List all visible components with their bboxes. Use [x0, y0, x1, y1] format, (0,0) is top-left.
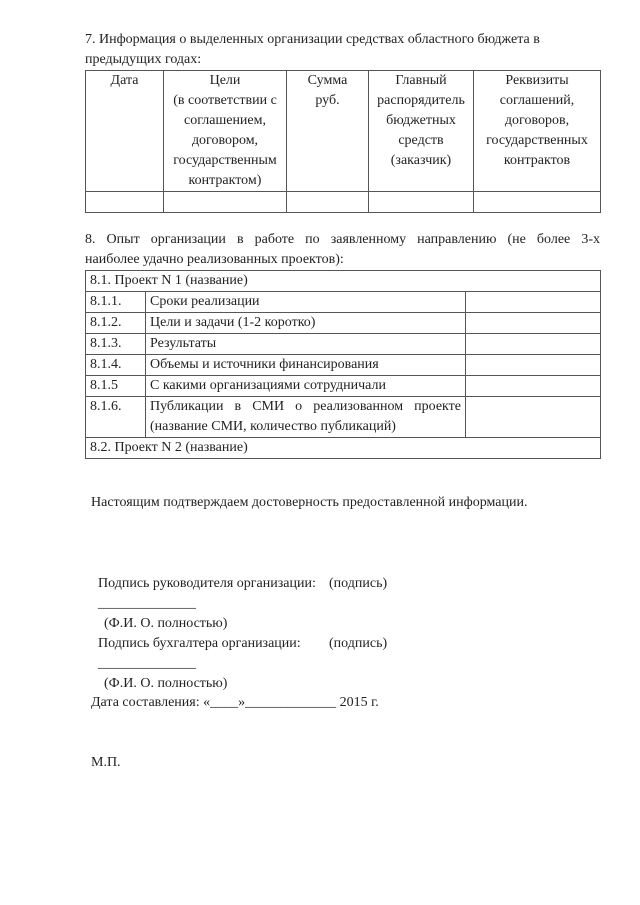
- row-number: 8.1.3.: [86, 334, 146, 355]
- date-quote-close: »: [238, 695, 246, 710]
- table-row: [86, 355, 601, 376]
- accountant-signature-line: [91, 614, 301, 694]
- section-8-heading: [85, 230, 600, 270]
- table-row: [86, 397, 601, 438]
- cell-main-manager[interactable]: [369, 192, 474, 213]
- row-value-cell[interactable]: [466, 376, 601, 397]
- section-8-heading-line2: наиболее удачно реализованных проектов):: [85, 252, 344, 267]
- section-7-heading-line1: 7. Информация о выделенных организации средствах областного бюджета в: [85, 32, 540, 47]
- header-manager-line: (заказчик): [390, 153, 452, 168]
- table-row: [86, 313, 601, 334]
- header-manager-line: Главный: [395, 73, 447, 88]
- table-header-row: [86, 71, 601, 192]
- header-goals: [164, 71, 287, 192]
- row-value-cell[interactable]: [466, 334, 601, 355]
- header-goals-line: Цели: [209, 73, 241, 88]
- stamp-place-label: М.П.: [91, 755, 121, 770]
- row-label: Цели и задачи (1-2 коротко): [146, 313, 466, 334]
- confirmation-text: Настоящим подтверждаем достоверность предоставленной информации.: [91, 495, 528, 510]
- projects-experience-table: [85, 270, 601, 459]
- header-amount-line: руб.: [315, 93, 340, 108]
- project-2-title: 8.2. Проект N 2 (название): [86, 438, 601, 459]
- row-number: 8.1.6.: [86, 397, 146, 438]
- project-1-title: 8.1. Проект N 1 (название): [86, 271, 601, 292]
- header-manager-line: распорядитель: [377, 93, 465, 108]
- header-requisites-line: договоров,: [504, 113, 570, 128]
- head-signature-blank[interactable]: ______________: [98, 596, 196, 611]
- row-value-cell[interactable]: [466, 313, 601, 334]
- cell-date[interactable]: [86, 192, 164, 213]
- row-label: С какими организациями сотрудничали: [146, 376, 466, 397]
- header-amount-line: Сумма: [307, 73, 348, 88]
- cell-goals[interactable]: [164, 192, 287, 213]
- row-number: 8.1.2.: [86, 313, 146, 334]
- date-label: Дата составления:: [91, 695, 200, 710]
- header-requisites: [474, 71, 601, 192]
- row-value-cell[interactable]: [466, 355, 601, 376]
- header-goals-line: соглашением,: [184, 113, 266, 128]
- header-requisites-line: государственных: [486, 133, 588, 148]
- row-label-line1: Публикации в СМИ о реализованном проекте: [150, 399, 461, 414]
- row-label-line2: (название СМИ, количество публикаций): [150, 419, 396, 434]
- header-goals-line: государственным: [173, 153, 277, 168]
- head-fio-label: (Ф.И. О. полностью): [104, 616, 228, 631]
- header-amount: [287, 71, 369, 192]
- row-value-cell[interactable]: [466, 397, 601, 438]
- cell-requisites[interactable]: [474, 192, 601, 213]
- header-requisites-line: Реквизиты: [505, 73, 569, 88]
- accountant-signature-label: Подпись бухгалтера организации:: [98, 636, 301, 651]
- date-year: 2015 г.: [339, 695, 379, 710]
- budget-funds-table: [85, 70, 601, 213]
- cell-amount[interactable]: [287, 192, 369, 213]
- accountant-signature-blank[interactable]: ______________: [98, 656, 196, 671]
- table-row: [86, 376, 601, 397]
- header-goals-line: договором,: [191, 133, 259, 148]
- compilation-date-line: [91, 693, 379, 713]
- row-label: [146, 397, 466, 438]
- header-main-manager: [369, 71, 474, 192]
- head-signature-label: Подпись руководителя организации:: [98, 576, 316, 591]
- section-7-heading-line2: предыдущих годах:: [85, 52, 202, 67]
- date-month-blank[interactable]: _____________: [245, 695, 337, 710]
- header-date: [86, 71, 164, 192]
- section-7-heading: [85, 30, 600, 70]
- header-requisites-line: контрактов: [503, 153, 571, 168]
- table-row: [86, 192, 601, 213]
- table-row: [86, 292, 601, 313]
- project-2-title-row: [86, 438, 601, 459]
- header-manager-line: средств: [398, 133, 444, 148]
- row-number: 8.1.1.: [86, 292, 146, 313]
- header-goals-line: (в соответствии с: [173, 93, 277, 108]
- row-label: Сроки реализации: [146, 292, 466, 313]
- row-label: Результаты: [146, 334, 466, 355]
- row-number: 8.1.4.: [86, 355, 146, 376]
- date-quote-open: «: [203, 695, 211, 710]
- row-number: 8.1.5: [86, 376, 146, 397]
- head-signature-caption: (подпись): [329, 576, 388, 591]
- project-1-title-row: [86, 271, 601, 292]
- accountant-signature-caption: (подпись): [329, 636, 388, 651]
- header-goals-line: контрактом): [188, 173, 262, 188]
- table-row: [86, 334, 601, 355]
- row-value-cell[interactable]: [466, 292, 601, 313]
- section-8-heading-line1: 8. Опыт организации в работе по заявленному направлению (не более 3-х: [85, 232, 600, 247]
- header-date-text: Дата: [110, 73, 139, 88]
- accountant-fio-label: (Ф.И. О. полностью): [104, 676, 228, 691]
- header-manager-line: бюджетных: [386, 113, 456, 128]
- row-label: Объемы и источники финансирования: [146, 355, 466, 376]
- header-requisites-line: соглашений,: [499, 93, 575, 108]
- date-day-blank[interactable]: ____: [210, 695, 239, 710]
